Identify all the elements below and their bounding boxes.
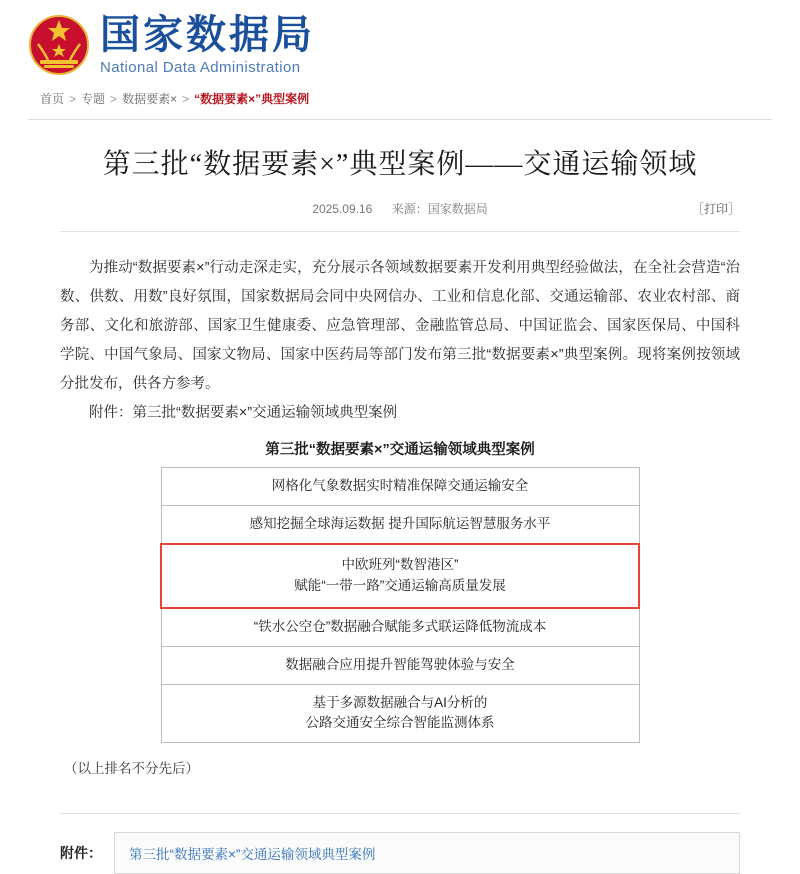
table-row-highlighted — [161, 544, 639, 608]
article-meta — [60, 200, 740, 217]
table-row — [161, 684, 639, 743]
brand-title-cn: 国家数据局 — [100, 12, 315, 57]
case-cell-1: 网格化气象数据实时精准保障交通运输安全 — [161, 468, 639, 506]
ranking-note: （以上排名不分先后） — [64, 761, 199, 777]
breadcrumb-item-current: “数据要素×”典型案例 — [194, 92, 310, 106]
case-cell-5: 数据融合应用提升智能驾驶体验与安全 — [161, 646, 639, 684]
case-cell-4: “铁水公空仓”数据融合赋能多式联运降低物流成本 — [161, 608, 639, 646]
publish-date: 2025.09.16 — [312, 202, 373, 216]
article-source: 来源：国家数据局 — [391, 202, 488, 216]
breadcrumb-separator: > — [69, 91, 77, 106]
brand-block — [100, 10, 315, 76]
breadcrumb-separator: > — [182, 91, 190, 106]
table-row — [161, 505, 639, 543]
breadcrumb-separator: > — [110, 91, 118, 106]
article-paragraph-2: 附件：第三批“数据要素×”交通运输领域典型案例 — [89, 405, 398, 421]
header-divider — [28, 119, 772, 120]
national-emblem-icon — [28, 14, 90, 76]
attachment-section — [60, 813, 740, 874]
breadcrumb-item-home[interactable]: 首页 — [40, 92, 65, 106]
table-row — [161, 468, 639, 506]
article — [0, 142, 800, 874]
article-paragraph-1: 为推动“数据要素×”行动走深走实，充分展示各领域数据要素开发利用典型经验做法，在全社会营造“治数、供数、用数”良好氛围，国家数据局会同中央网信办、工业和信息化部、交通运输部、农业农村部、商务部、文化和旅游部、国家卫生健康委、应急管理部、金融监管总局、中国证监会、国家医保局、中国科学院、中国气象局、国家文物局、国家中医药局等部门发布第三批“数据要素×”典型案例。现将案例按领域分批发布，供各方参考。 — [60, 260, 740, 392]
case-cell-6: 基于多源数据融合与AI分析的 公路交通安全综合智能监测体系 — [161, 684, 639, 743]
attachment-label: 附件： — [60, 845, 102, 862]
page-title: 第三批“数据要素×”典型案例——交通运输领域 — [102, 149, 698, 180]
case-table — [160, 467, 640, 743]
case-table-title: 第三批“数据要素×”交通运输领域典型案例 — [265, 442, 535, 458]
brand-title-en: National Data Administration — [100, 59, 301, 76]
case-cell-2: 感知挖掘全球海运数据 提升国际航运智慧服务水平 — [161, 505, 639, 543]
site-header — [0, 0, 800, 76]
breadcrumb-item-topic[interactable]: 专题 — [81, 92, 106, 106]
print-button[interactable]: ［打印］ — [691, 202, 740, 216]
case-cell-3: 中欧班列“数智港区” 赋能“一带一路”交通运输高质量发展 — [161, 544, 639, 608]
breadcrumb — [40, 90, 800, 107]
breadcrumb-item-data-element[interactable]: 数据要素× — [122, 92, 178, 106]
article-body — [60, 254, 740, 428]
attachment-box — [114, 832, 740, 874]
table-row — [161, 608, 639, 646]
attachment-link[interactable]: 第三批“数据要素×”交通运输领域典型案例 — [129, 847, 376, 863]
table-row — [161, 646, 639, 684]
meta-divider — [60, 231, 740, 232]
